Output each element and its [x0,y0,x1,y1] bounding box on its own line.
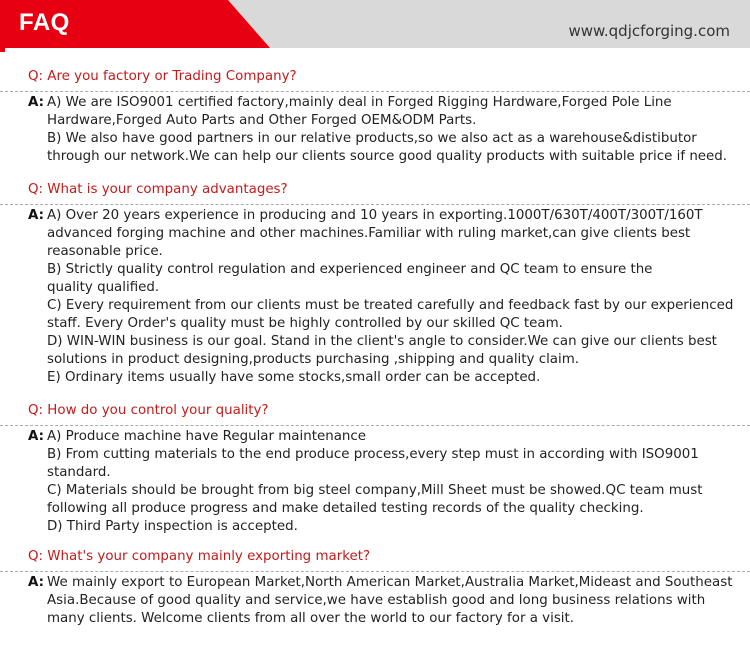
faq-question: Q: Are you factory or Trading Company? [28,69,297,84]
faq-answer-line: standard. [47,465,111,480]
faq-answer-line: C) Every requirement from our clients must be treated carefully and feedback fast by our experienced [47,298,734,313]
faq-answer-line: D) WIN-WIN business is our goal. Stand in the client's angle to consider.We can give our clients best [47,334,717,349]
faq-answer-line: solutions in product designing,products purchasing ,shipping and quality claim. [47,352,580,367]
faq-question: Q: How do you control your quality? [28,403,269,418]
faq-answer-line: quality qualified. [47,280,160,295]
faq-answer-line: following all produce progress and make detailed testing records of the quality checking. [47,501,644,516]
faq-answer-line: Asia.Because of good quality and service,we have establish good and long business relations with [47,593,706,608]
faq-answer-line: A) Over 20 years experience in producing and 10 years in exporting.1000T/630T/400T/300T/160T [47,208,703,223]
header-bar [0,0,750,48]
faq-answer-line: D) Third Party inspection is accepted. [47,519,298,534]
divider [0,571,750,572]
faq-answer-label: A: [28,429,44,444]
faq-answer-line: We mainly export to European Market,North American Market,Australia Market,Mideast and Southeast [47,575,733,590]
faq-answer-line: B) From cutting materials to the end produce process,every step must in according with ISO9001 [47,447,699,462]
faq-answer-line: Hardware,Forged Auto Parts and Other Forged OEM&ODM Parts. [47,113,477,128]
faq-answer-line: C) Materials should be brought from big steel company,Mill Sheet must be showed.QC team must [47,483,703,498]
faq-answer-label: A: [28,95,44,110]
faq-question: Q: What is your company advantages? [28,182,288,197]
faq-answer-line: many clients. Welcome clients from all over the world to our factory for a visit. [47,611,575,626]
faq-answer-line: B) Strictly quality control regulation and experienced engineer and QC team to ensure the [47,262,653,277]
website-url: www.qdjcforging.com [568,22,730,40]
faq-answer-label: A: [28,575,44,590]
faq-answer-line: E) Ordinary items usually have some stocks,small order can be accepted. [47,370,541,385]
faq-answer-line: B) We also have good partners in our relative products,so we also act as a warehouse&distibutor [47,131,697,146]
faq-answer-line: A) We are ISO9001 certified factory,mainly deal in Forged Rigging Hardware,Forged Pole Line [47,95,672,110]
faq-answer-line: reasonable price. [47,244,163,259]
divider [0,425,750,426]
page-title: FAQ [19,9,70,36]
header-accent-mark [0,46,5,52]
faq-answer-label: A: [28,208,44,223]
faq-question: Q: What's your company mainly exporting market? [28,549,371,564]
faq-answer-line: A) Produce machine have Regular maintenance [47,429,366,444]
faq-answer-line: advanced forging machine and other machines.Familiar with ruling market,can give clients best [47,226,691,241]
faq-answer-line: staff. Every Order's quality must be highly controlled by our skilled QC team. [47,316,563,331]
faq-answer-line: through our network.We can help our clients source good quality products with suitable price if need. [47,149,728,164]
divider [0,204,750,205]
divider [0,91,750,92]
